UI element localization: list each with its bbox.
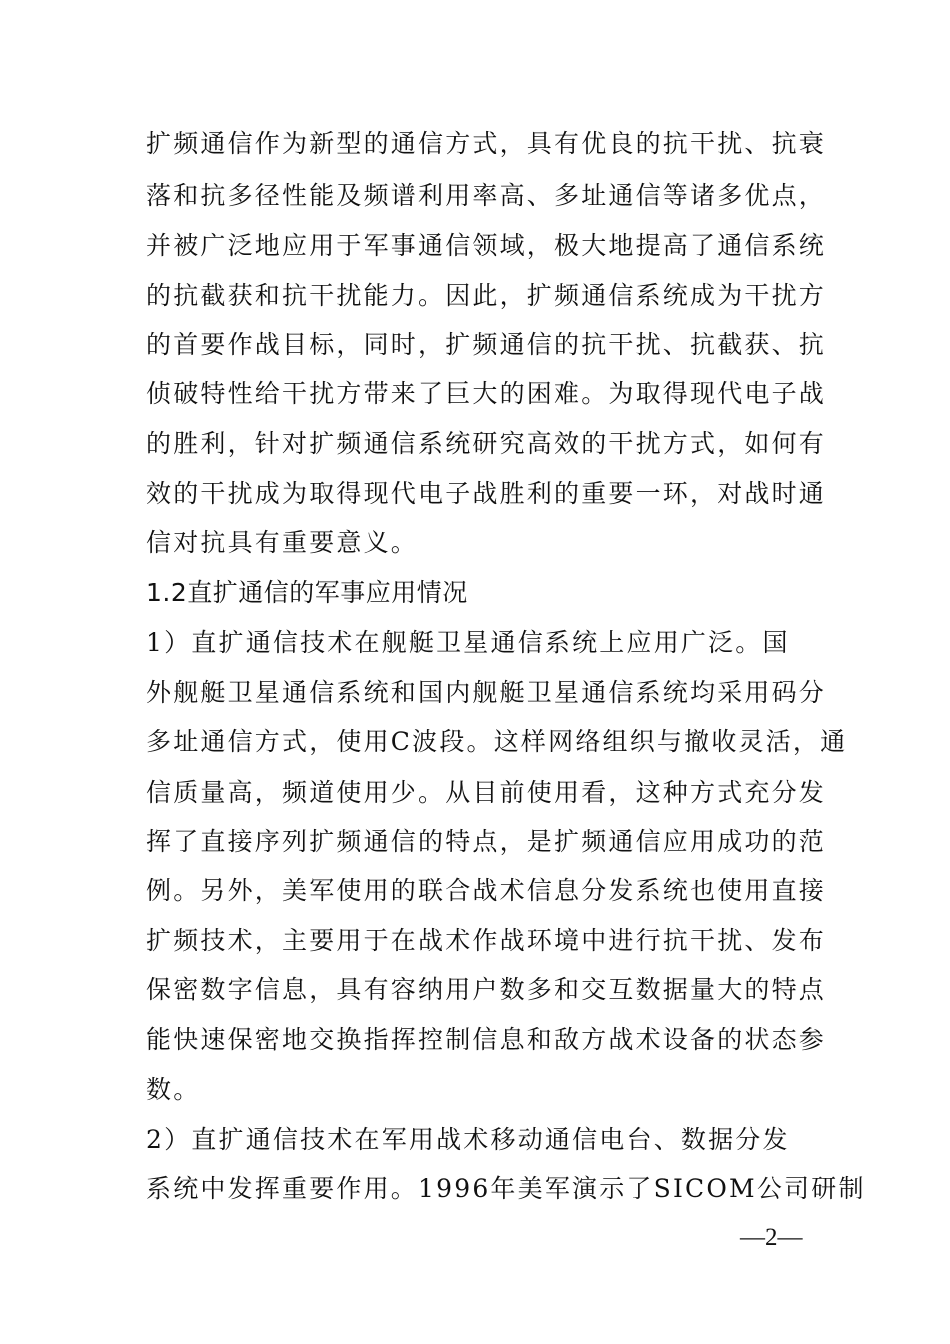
paragraph-1-line-1: 扩频通信作为新型的通信方式，具有优良的抗干扰、抗衰 (146, 129, 827, 158)
paragraph-2-line-3: 多址通信方式，使用C波段。这样网络组织与撤收灵活，通 (146, 727, 848, 756)
paragraph-1-line-3: 并被广泛地应用于军事通信领域，极大地提高了通信系统 (146, 231, 827, 260)
paragraph-1-line-4: 的抗截获和抗干扰能力。因此，扩频通信系统成为干扰方 (146, 281, 827, 310)
paragraph-2-line-8: 保密数字信息，具有容纳用户数多和交互数据量大的特点 (146, 975, 827, 1004)
paragraph-2-line-7: 扩频技术，主要用于在战术作战环境中进行抗干扰、发布 (146, 926, 827, 955)
paragraph-3-line-2: 系统中发挥重要作用。1996年美军演示了SICOM公司研制 (146, 1174, 866, 1203)
paragraph-1-line-6: 侦破特性给干扰方带来了巨大的困难。为取得现代电子战 (146, 379, 827, 408)
paragraph-1-line-8: 效的干扰成为取得现代电子战胜利的重要一环，对战时通 (146, 479, 827, 508)
paragraph-2-line-1: 1）直扩通信技术在舰艇卫星通信系统上应用广泛。国 (146, 628, 790, 657)
paragraph-2-line-10: 数。 (146, 1075, 201, 1104)
paragraph-1-line-5: 的首要作战目标，同时，扩频通信的抗干扰、抗截获、抗 (146, 330, 827, 359)
paragraph-3-line-1: 2）直扩通信技术在军用战术移动通信电台、数据分发 (146, 1125, 790, 1154)
paragraph-1-line-2: 落和抗多径性能及频谱利用率高、多址通信等诸多优点， (146, 181, 827, 210)
paragraph-2-line-9: 能快速保密地交换指挥控制信息和敌方战术设备的状态参 (146, 1025, 827, 1054)
paragraph-2-line-2: 外舰艇卫星通信系统和国内舰艇卫星通信系统均采用码分 (146, 678, 827, 707)
section-heading: 1.2直扩通信的军事应用情况 (146, 578, 468, 607)
paragraph-2-line-6: 例。另外，美军使用的联合战术信息分发系统也使用直接 (146, 876, 827, 905)
paragraph-2-line-4: 信质量高，频道使用少。从目前使用看，这种方式充分发 (146, 778, 827, 807)
paragraph-2-line-5: 挥了直接序列扩频通信的特点，是扩频通信应用成功的范 (146, 827, 827, 856)
page-number: —2— (740, 1224, 803, 1251)
paragraph-1-line-7: 的胜利，针对扩频通信系统研究高效的干扰方式，如何有 (146, 429, 827, 458)
paragraph-1-line-9: 信对抗具有重要意义。 (146, 528, 419, 557)
